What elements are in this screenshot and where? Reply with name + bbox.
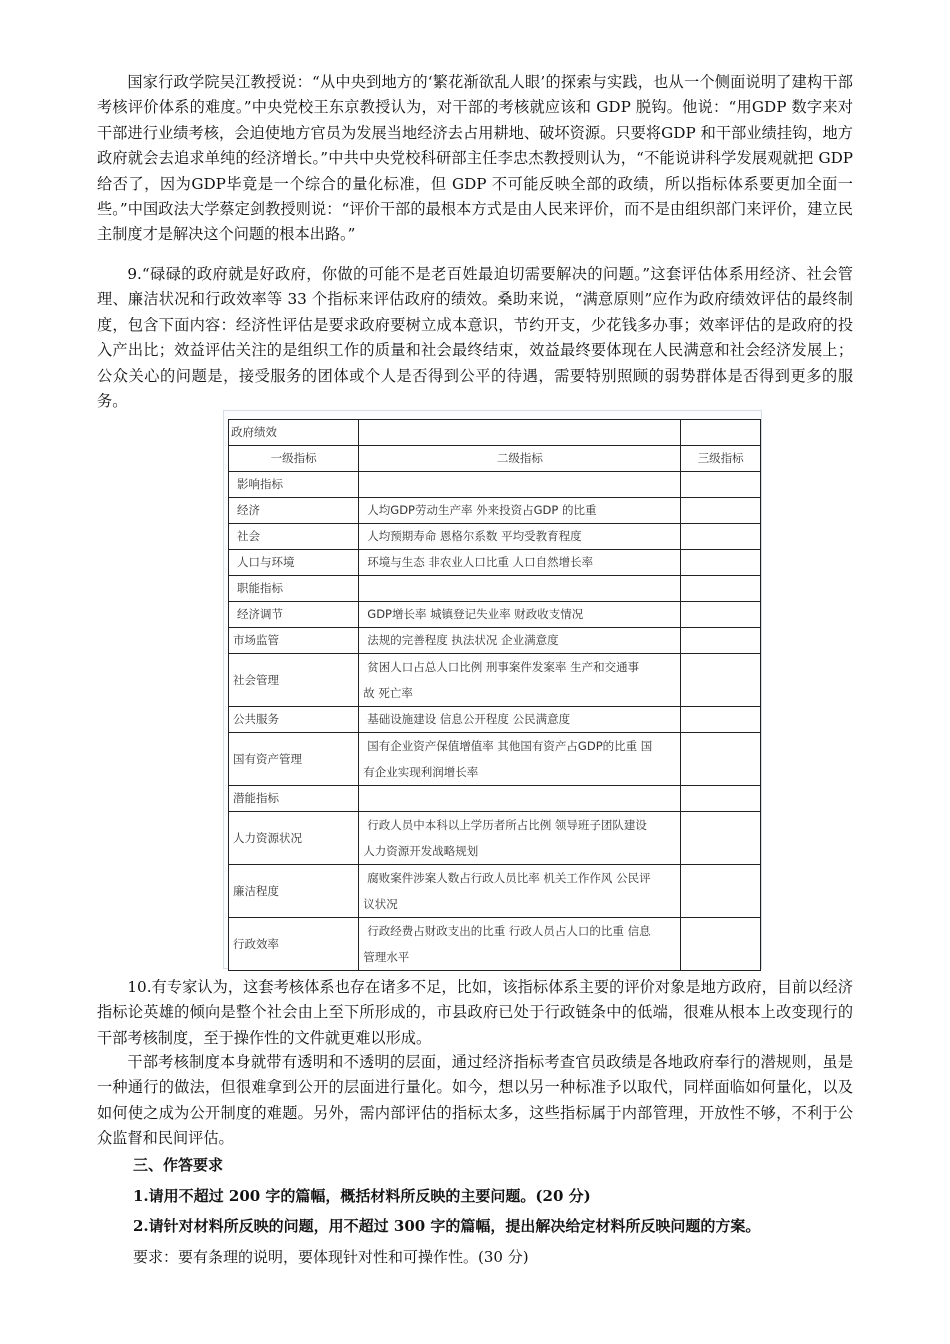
row-level2: 人均预期寿命 恩格尔系数 平均受教育程度 [359,524,681,550]
column-header-level3: 三级指标 [681,446,761,472]
paragraph-9: 9.“碌碌的政府就是好政府，你做的可能不是老百姓最迫切需要解决的问题。”这套评估体系用经济、社会管理、廉洁状况和行政效率等 33 个指标来评估政府的绩效。桑助来说，“满意原则”应作为政府绩效评估的最终制度，包含下面内容：经济性评估是要求政府要树立成本意识，节约开支，少花钱多办事；效率评估的是政府的投入产出比；效益评估关注的是组织工作的质量和社会最终结束，效益最终要体现在人民满意和社会经济发展上；公众关心的问题是，接受服务的团体或个人是否得到公平的待遇，需要特别照顾的弱势群体是否得到更多的服务。 [97,265,853,411]
row-level1: 经济 [229,498,359,524]
row-level2: 贫困人口占总人口比例 刑事案件发案率 生产和交通事 故 死亡率 [359,654,681,707]
table-row [229,918,761,971]
performance-table-image [223,410,762,969]
row-level1: 影响指标 [229,472,359,498]
table-row [229,498,761,524]
row-level2: GDP增长率 城镇登记失业率 财政收支情况 [359,602,681,628]
row-level1: 廉洁程度 [229,865,359,918]
section-heading: 三、作答要求 [133,1156,224,1174]
table-row [229,628,761,654]
table-title-row [229,420,761,446]
table-row [229,865,761,918]
row-level1: 行政效率 [229,918,359,971]
row-level2: 国有企业资产保值增值率 其他国有资产占GDP的比重 国 有企业实现利润增长率 [359,733,681,786]
row-level1: 职能指标 [229,576,359,602]
paragraph-10: 10.有专家认为，这套考核体系也存在诸多不足，比如，该指标体系主要的评价对象是地方政府，目前以经济指标论英雄的倾向是整个社会由上至下所形成的，市县政府已处于行政链条中的低端，很难从根本上改变现行的干部考核制度，至于操作性的文件就更难以形成。 [97,978,853,1047]
table-row [229,472,761,498]
column-header-level1: 一级指标 [229,446,359,472]
table-row [229,786,761,812]
table-row [229,602,761,628]
row-level2: 行政人员中本科以上学历者所占比例 领导班子团队建设 人力资源开发战略规划 [359,812,681,865]
table-row [229,733,761,786]
performance-indicator-table [228,419,761,971]
table-row [229,576,761,602]
paragraph-experts: 国家行政学院吴江教授说：“从中央到地方的‘繁花渐欲乱人眼’的探索与实践，也从一个侧面说明了建构干部考核评价体系的难度。”中央党校王东京教授认为，对干部的考核就应该和 GDP 脱钩。他说：“用GDP 数字来对干部进行业绩考核，会迫使地方官员为发展当地经济去占用耕地、破坏资源。只要将GDP 和干部业绩挂钩，地方政府就会去追求单纯的经济增长。”中共中央党校科研部主任李忠杰教授则认为，“不能说讲科学发展观就把 GDP 给否了，因为GDP毕竟是一个综合的量化标准，但 GDP 不可能反映全部的政绩，所以指标体系要更加全面一些。”中国政法大学蔡定剑教授则说：“评价干部的最根本方式是由人民来评价，而不是由组织部门来评价，建立民主制度才是解决这个问题的根本出路。” [97,73,853,244]
row-level1: 市场监管 [229,628,359,654]
row-level1: 经济调节 [229,602,359,628]
row-level1: 人口与环境 [229,550,359,576]
table-header-row [229,446,761,472]
row-level2: 行政经费占财政支出的比重 行政人员占人口的比重 信息 管理水平 [359,918,681,971]
table-row [229,707,761,733]
row-level2: 环境与生态 非农业人口比重 人口自然增长率 [359,550,681,576]
row-level1: 社会管理 [229,654,359,707]
row-level1: 国有资产管理 [229,733,359,786]
table-row [229,654,761,707]
table-row [229,812,761,865]
table-title: 政府绩效 [229,420,359,446]
row-level1: 人力资源状况 [229,812,359,865]
column-header-level2: 二级指标 [359,446,681,472]
table-row [229,550,761,576]
row-level2: 腐败案件涉案人数占行政人员比率 机关工作作风 公民评 议状况 [359,865,681,918]
question-2: 2.请针对材料所反映的问题，用不超过 300 字的篇幅，提出解决给定材料所反映问题的方案。 [133,1217,761,1235]
paragraph-assessment-system: 干部考核制度本身就带有透明和不透明的层面，通过经济指标考查官员政绩是各地政府奉行的潜规则，虽是一种通行的做法，但很难拿到公开的层面进行量化。如今，想以另一种标准予以取代，同样面临如何量化，以及如何使之成为公开制度的难题。另外，需内部评估的指标太多，这些指标属于内部管理，开放性不够，不利于公众监督和民间评估。 [97,1053,853,1148]
row-level1: 潜能指标 [229,786,359,812]
row-level2: 人均GDP劳动生产率 外来投资占GDP 的比重 [359,498,681,524]
question-1: 1.请用不超过 200 字的篇幅，概括材料所反映的主要问题。(20 分) [133,1187,591,1205]
row-level2: 法规的完善程度 执法状况 企业满意度 [359,628,681,654]
answer-requirement: 要求：要有条理的说明，要体现针对性和可操作性。(30 分) [133,1248,529,1266]
row-level2: 基础设施建设 信息公开程度 公民满意度 [359,707,681,733]
table-row [229,524,761,550]
row-level1: 公共服务 [229,707,359,733]
row-level1: 社会 [229,524,359,550]
